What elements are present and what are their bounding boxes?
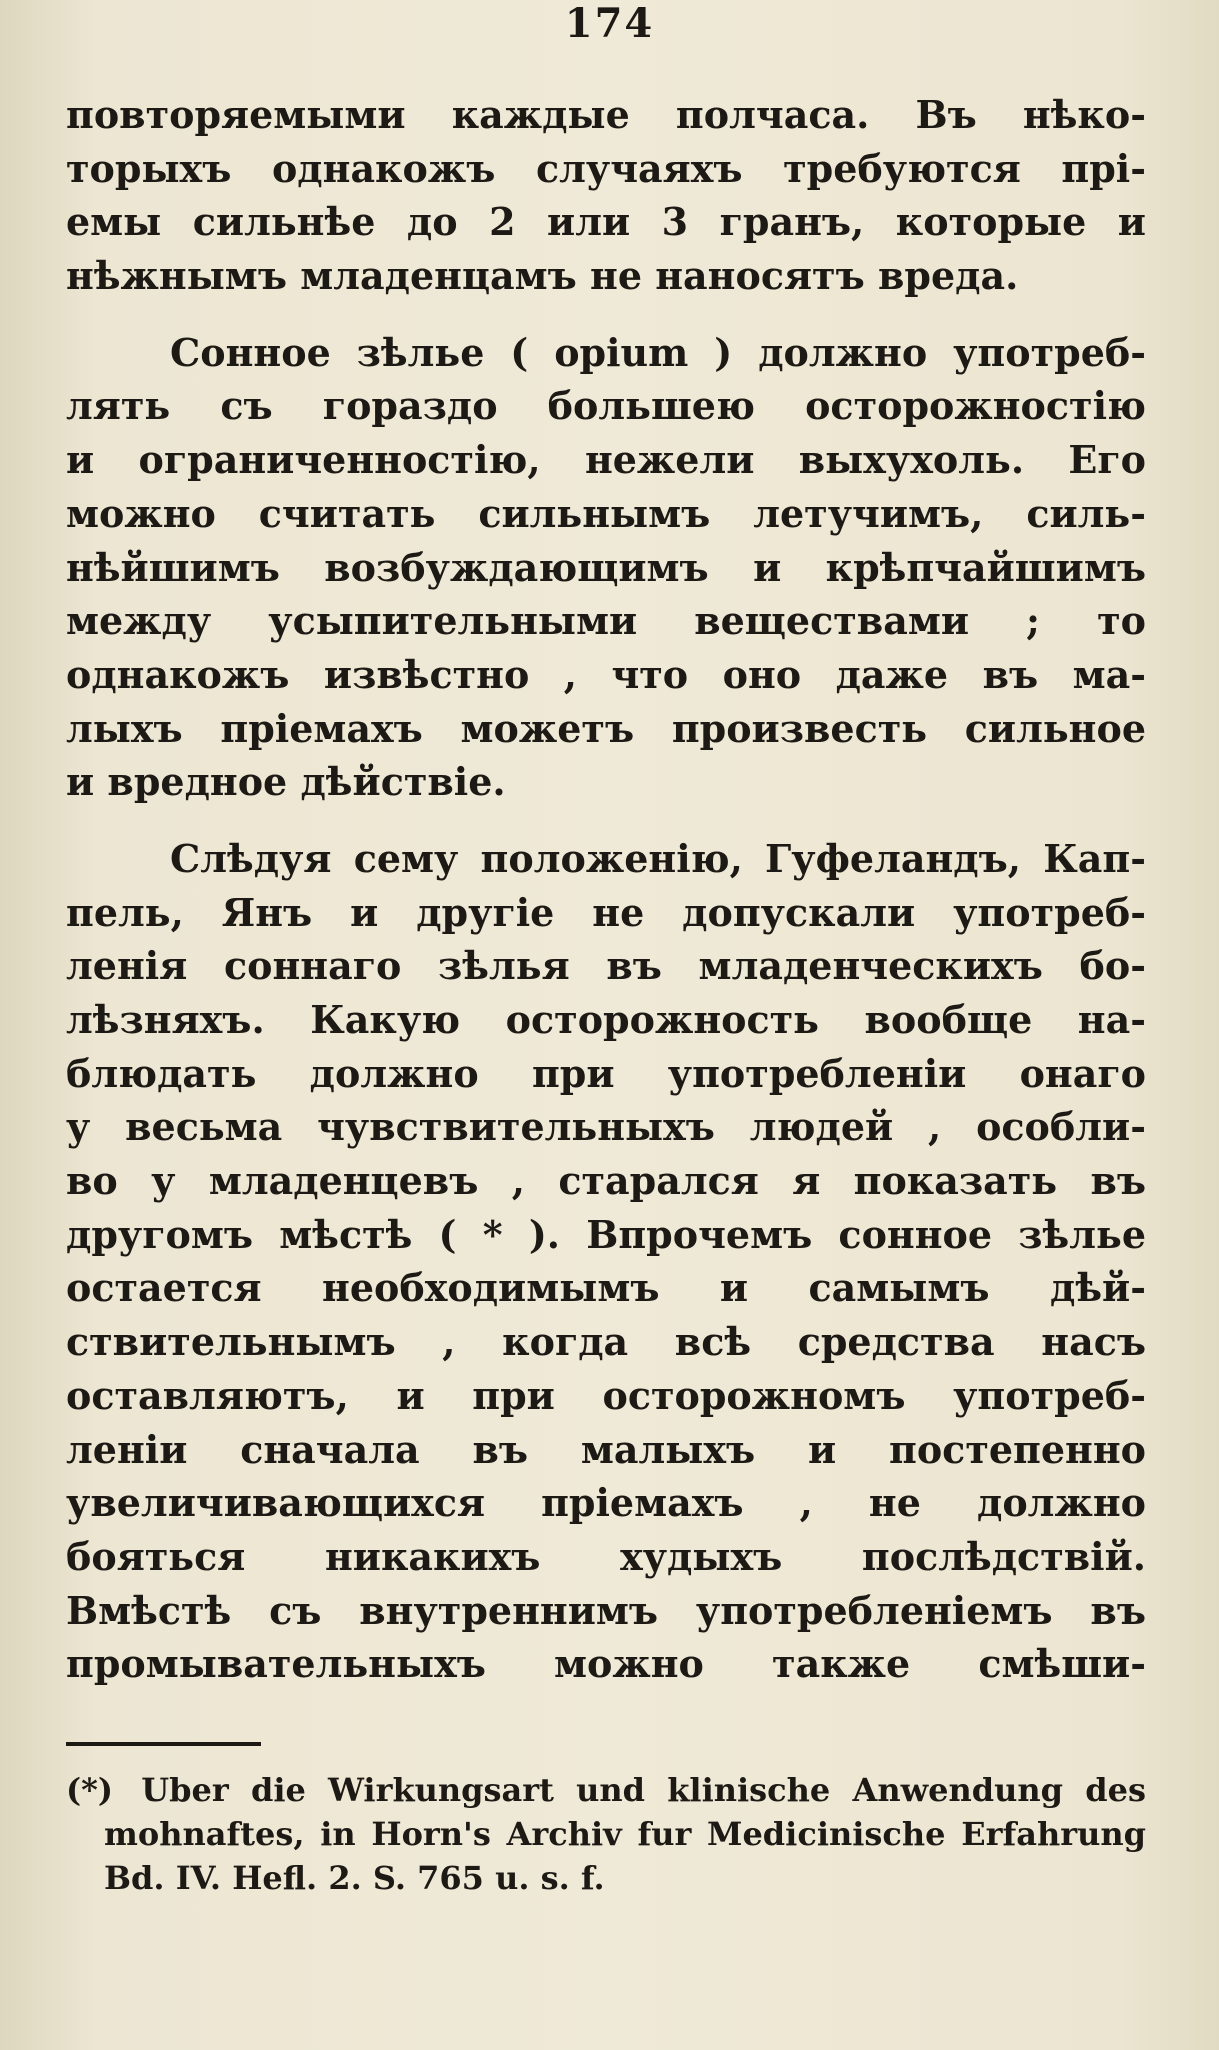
text-line: повторяемыми каждые полчаса. Въ нѣко- bbox=[66, 92, 1146, 137]
text-line: можно считать сильнымъ летучимъ, силь- bbox=[66, 490, 1146, 536]
text-line: нѣжнымъ младенцамъ не наносятъ вреда. bbox=[66, 253, 1019, 299]
footnote-line: Bd. IV. Hefl. 2. S. 765 u. s. f. bbox=[104, 1859, 605, 1897]
text-line: однакожъ извѣстно , что оно даже въ ма- bbox=[66, 651, 1146, 697]
paragraph-3 bbox=[66, 832, 1146, 1691]
text-line: емы сильнѣе до 2 или 3 гранъ, которые и bbox=[66, 199, 1146, 245]
footnote-marker: (*) bbox=[66, 1771, 114, 1809]
paragraph-1 bbox=[66, 88, 1146, 303]
text-line: и вредное дѣйствіе. bbox=[66, 759, 506, 805]
text-line: блюдать должно при употребленіи онаго bbox=[66, 1050, 1146, 1096]
text-line: промывательныхъ можно также смѣши- bbox=[66, 1641, 1146, 1687]
text-line: ленія соннаго зѣлья въ младенческихъ бо- bbox=[66, 943, 1146, 989]
text-line: бояться никакихъ худыхъ послѣдствій. bbox=[66, 1533, 1146, 1579]
text-line: и ограниченностію, нежели выхухоль. Его bbox=[66, 437, 1146, 483]
text-line: Вмѣстѣ съ внутреннимъ употребленіемъ въ bbox=[66, 1587, 1146, 1633]
text-line: лять съ гораздо большею осторожностію bbox=[66, 383, 1146, 429]
text-line: оставляютъ, и при осторожномъ употреб- bbox=[66, 1372, 1146, 1418]
page-number: 174 bbox=[564, 0, 655, 47]
footnote-line: Uber die Wirkungsart und klinische Anwendung des bbox=[141, 1771, 1147, 1809]
text-line: у весьма чувствительныхъ людей , особли- bbox=[66, 1104, 1146, 1150]
text-line: другомъ мѣстѣ ( * ). Впрочемъ сонное зѣлье bbox=[66, 1211, 1146, 1257]
text-line: Сонное зѣлье ( opium ) должно употреб- bbox=[170, 329, 1146, 375]
text-line: остается необходимымъ и самымъ дѣй- bbox=[66, 1265, 1146, 1311]
text-line: лѣзняхъ. Какую осторожность вообще на- bbox=[66, 997, 1146, 1042]
text-line: ствительнымъ , когда всѣ средства насъ bbox=[66, 1319, 1146, 1365]
text-line: увеличивающихся пріемахъ , не должно bbox=[66, 1480, 1146, 1526]
footnote-divider bbox=[66, 1742, 261, 1746]
footnote bbox=[66, 1768, 1146, 1900]
footnote-line: mohnaftes, in Horn's Archiv fur Medicinische Erfahrung bbox=[104, 1815, 1146, 1853]
text-line: пель, Янъ и другіе не допускали употреб- bbox=[66, 889, 1146, 935]
text-line: во у младенцевъ , старался я показать въ bbox=[66, 1158, 1146, 1204]
paragraph-2 bbox=[66, 326, 1146, 809]
text-line: торыхъ однакожъ случаяхъ требуются прі- bbox=[66, 145, 1146, 191]
text-line: Слѣдуя сему положенію, Гуфеландъ, Кап- bbox=[170, 835, 1146, 881]
text-line: между усыпительными веществами ; то bbox=[66, 598, 1146, 644]
text-line: лыхъ пріемахъ можетъ произвесть сильное bbox=[66, 705, 1146, 751]
text-line: нѣйшимъ возбуждающимъ и крѣпчайшимъ bbox=[66, 544, 1146, 590]
text-line: леніи сначала въ малыхъ и постепенно bbox=[66, 1426, 1146, 1472]
body-text bbox=[66, 88, 1146, 1691]
